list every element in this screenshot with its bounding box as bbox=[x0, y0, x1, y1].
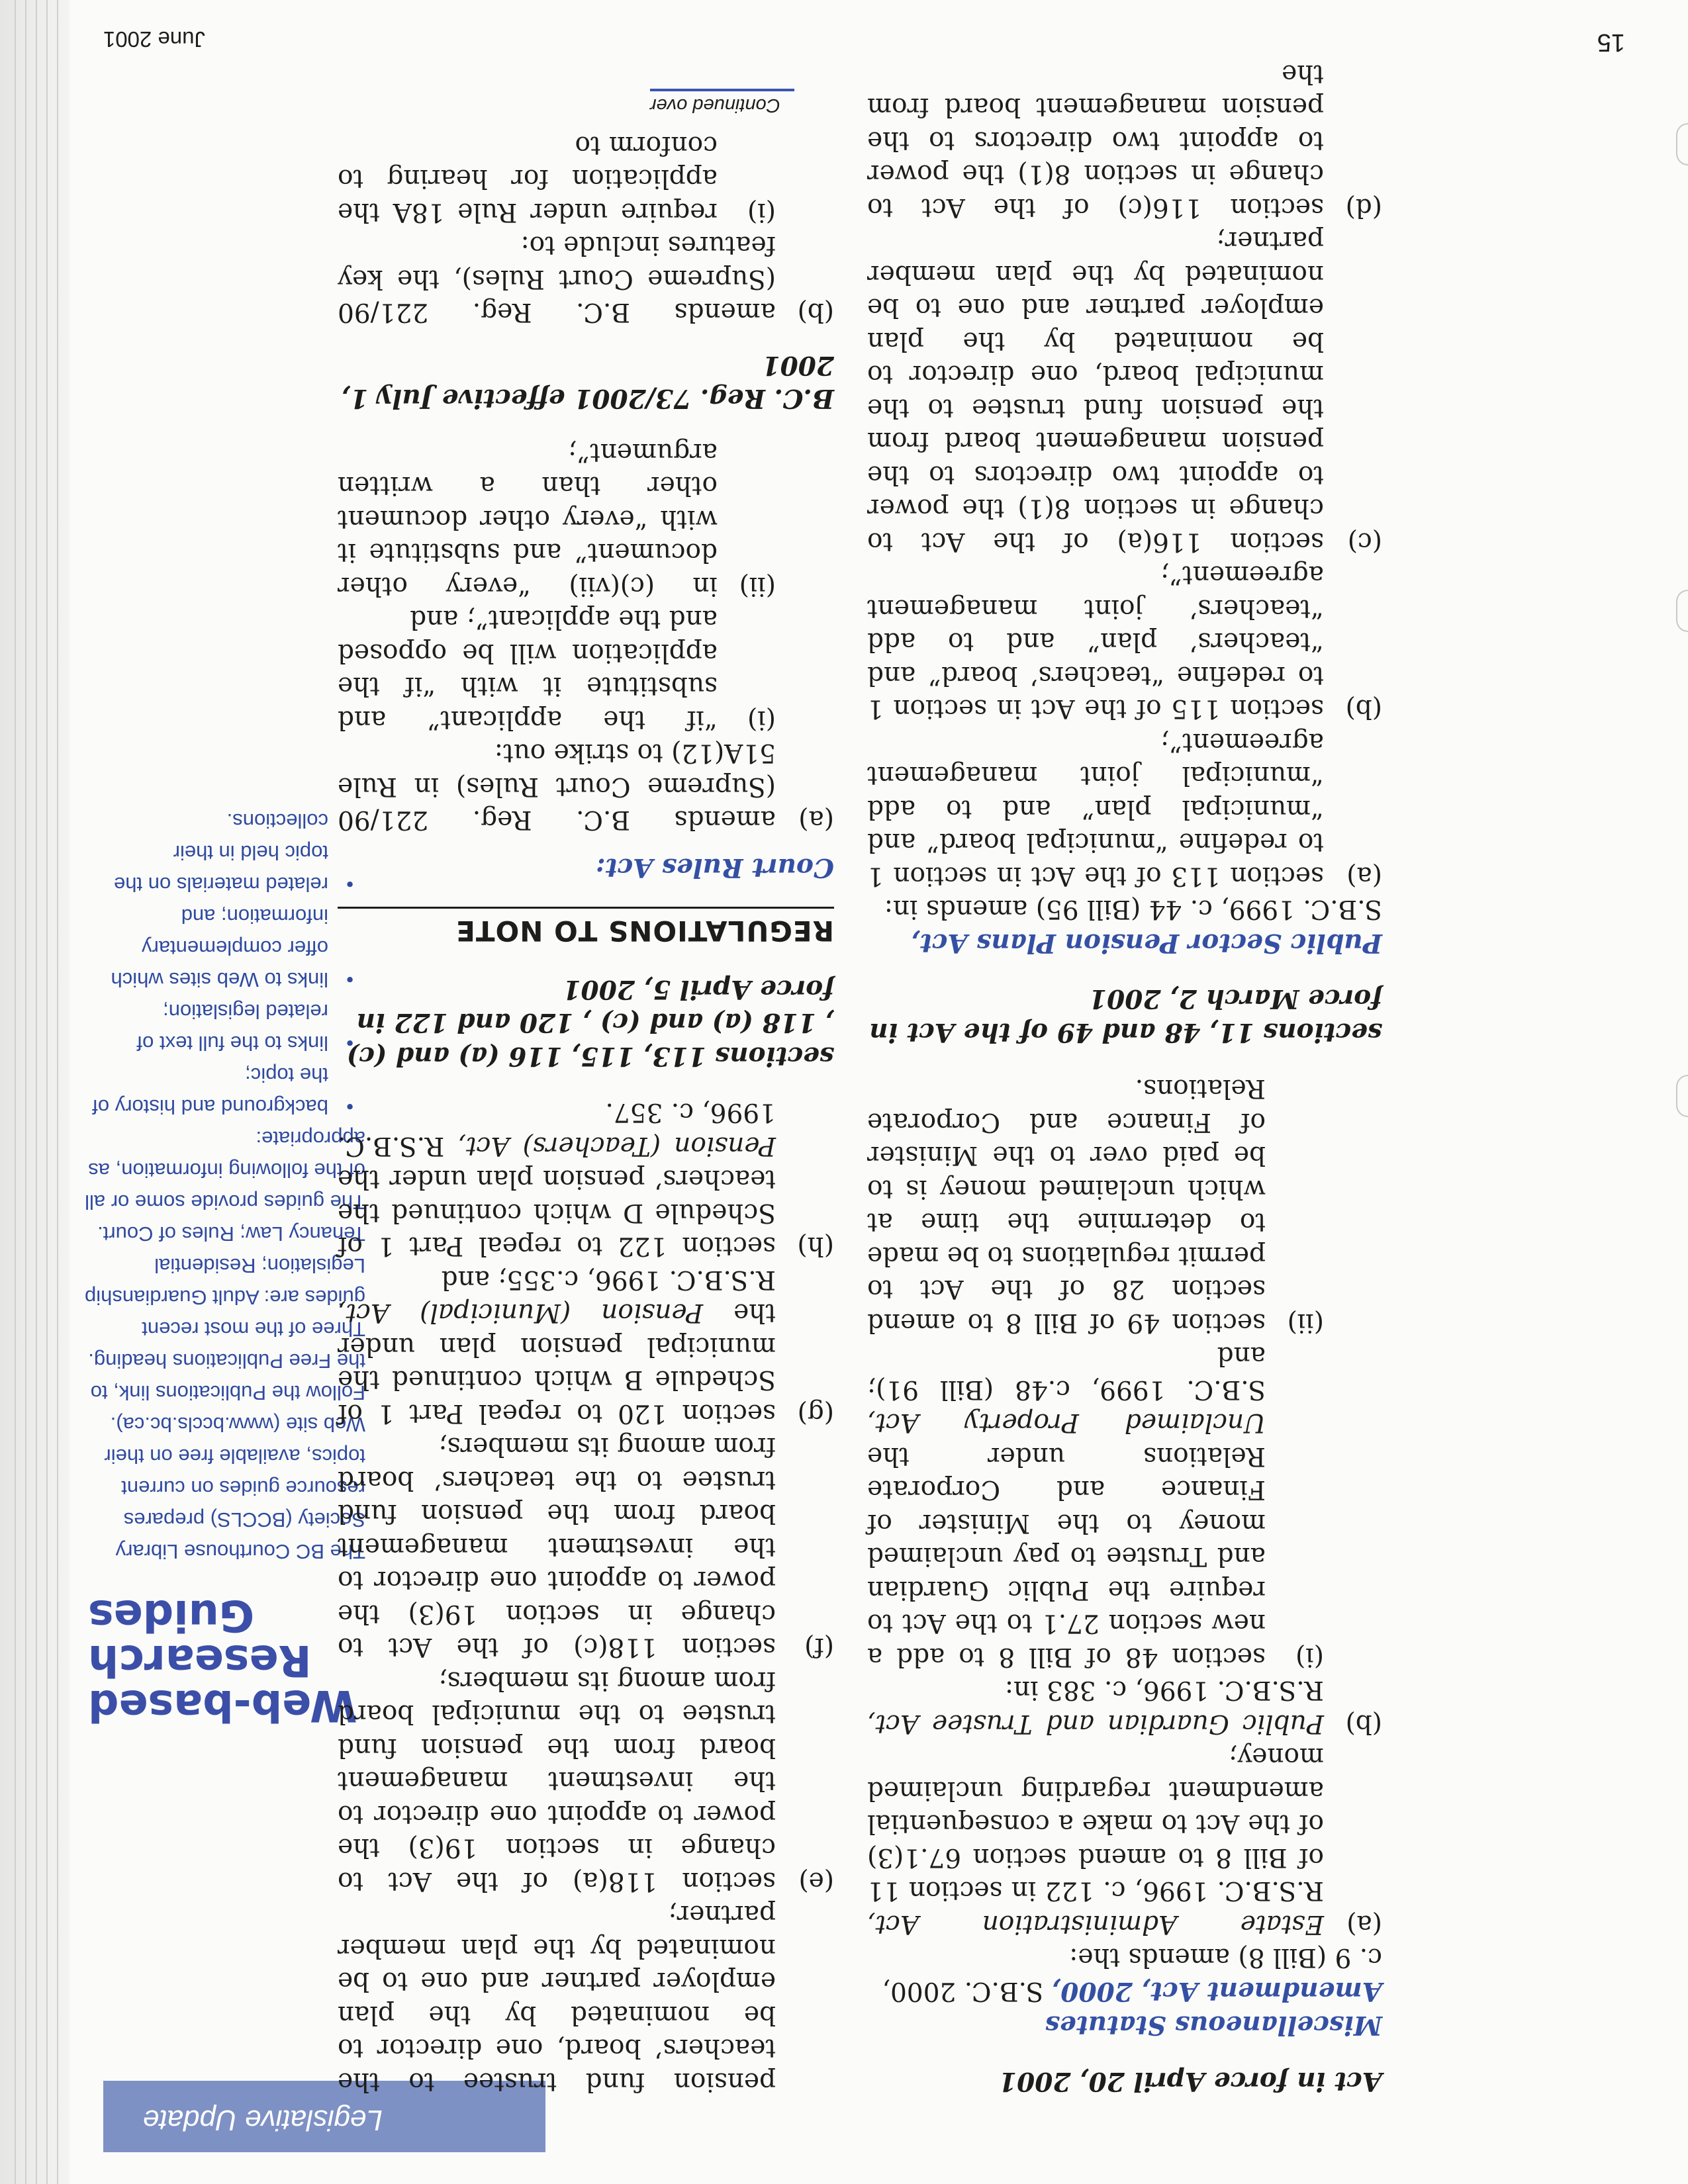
item-text bbox=[338, 1095, 776, 1263]
list-subitem bbox=[867, 1071, 1382, 1339]
section-header-label: Legislative Update bbox=[143, 2104, 383, 2136]
item-text: require under Rule 18A the application for hearing to conform to bbox=[338, 130, 718, 227]
list-item bbox=[867, 224, 1382, 558]
item-text: amends B.C. Reg. 221/90 (Supreme Court Rules), the key features include to: bbox=[338, 230, 776, 328]
act-title: Pension (Municipal) Act, bbox=[338, 1298, 704, 1328]
item-label: (b) bbox=[797, 297, 834, 328]
list-item bbox=[867, 1673, 1382, 1740]
item-text: in (c)(vii) “every other document” and substitute it with “every other document other than a written argument”; bbox=[338, 437, 718, 601]
psppa-intro bbox=[867, 892, 1382, 960]
page-stack-edge bbox=[15, 0, 16, 2184]
item-label: (i) bbox=[747, 705, 776, 735]
item-label: (ii) bbox=[739, 571, 776, 601]
list-item bbox=[338, 1263, 834, 1430]
sidebar bbox=[84, 805, 365, 1730]
page-stack-edge bbox=[25, 0, 26, 2184]
list-item bbox=[338, 1095, 834, 1263]
item-body: R.S.B.C. 1996, c. 122 in section 11 of Bill 8 to amend section 67.1(3) of the Act to make a consequential amendment regarding unclaimed money; bbox=[867, 1742, 1324, 1906]
page-stack-shadow bbox=[0, 0, 70, 2184]
page-number: 15 bbox=[1597, 28, 1625, 56]
page-stack-edge bbox=[57, 0, 58, 2184]
right-column bbox=[338, 128, 834, 2099]
act-in-force-heading: Act in force April 20, 2001 bbox=[998, 2066, 1382, 2097]
sidebar-bullet: • links to the full text of related legislation; bbox=[84, 995, 365, 1059]
item-label: (a) bbox=[798, 805, 834, 835]
item-body: R.S.B.C. 1996, c.355; and bbox=[441, 1265, 776, 1295]
list-subitem bbox=[338, 602, 834, 736]
item-label: (b) bbox=[1345, 694, 1382, 724]
left-column bbox=[867, 57, 1382, 2099]
sidebar-bullet: • background and history of the topic; bbox=[84, 1059, 365, 1122]
item-text: section 115 of the Act in section 1 to redefine “teachers’ board” and “teachers’ plan” and to add “teachers’ joint management agreement”; bbox=[867, 560, 1324, 724]
item-text: section 118(c) of the Act to change in section 19(3) the power to appoint one director to the investment management board from the pension fund trustee to the teachers’ board from among its members; bbox=[338, 1432, 776, 1662]
list-subitem bbox=[338, 435, 834, 603]
list-item bbox=[867, 558, 1382, 725]
sidebar-intro: The BC Courthouse Library Society (BCCLS) prepares resource guides on current topics, available free on their Web site (www.bccls.bc.ca). Follow the Publications link, to the Free Publications heading. Three of the most recent guides are: Adult Guardianship Legislation; Residential Tenancy Law; Rules of Court. The guides provide some or all of the following information, as appropriate: bbox=[85, 1127, 365, 1563]
item-text: section 118(a) of the Act to change in section 19(3) the power to appoint one director to the investment management board from the pension fund trustee to the municipal board from among its members; bbox=[338, 1666, 776, 1896]
item-text: section 116(a) of the Act to change in section 8(1) the power to appoint two directors to the pension management board from the pension fund trustee to the municipal board, one director to be nominated by the plan employer partner and one to be nominated by the plan member partner; bbox=[867, 226, 1324, 557]
item-label: (h) bbox=[797, 1231, 834, 1261]
sections-in-force-heading: sections 11, 48 and 49 of the Act in force March 2, 2001 bbox=[869, 983, 1382, 1048]
item-text bbox=[338, 1263, 776, 1430]
item-text: section 113 of the Act in section 1 to redefine “municipal board” and “municipal plan” and to add “municipal joint management agreement”; bbox=[867, 727, 1324, 891]
sections-in-force-heading: sections 113, 115, 116 (a) and (c) , 118 (a) and (c) , 120 and 122 in force April 5, 2001 bbox=[346, 974, 834, 1071]
item-label: (f) bbox=[804, 1632, 834, 1662]
item-label: (d) bbox=[1345, 193, 1382, 222]
item-label: (a) bbox=[1346, 1909, 1382, 1939]
item-text: amends B.C. Reg. 221/90 (Supreme Court Rules) in Rule 51A(12) to strike out: bbox=[338, 738, 776, 835]
act-title: Public Guardian and Trustee Act, bbox=[867, 1709, 1324, 1739]
item-label: (i) bbox=[1295, 1642, 1324, 1672]
list-item-continued bbox=[338, 1897, 834, 2098]
item-label: (i) bbox=[747, 197, 776, 227]
msaa-intro-text: S.B.C. 2000, c. 9 (Bill 8) amends the: bbox=[882, 1942, 1382, 2006]
item-label: (c) bbox=[1347, 527, 1382, 557]
item-body: section 120 to repeal Part 1 of Schedule B which continued the municipal pension plan under the bbox=[338, 1298, 776, 1428]
list-item bbox=[338, 736, 834, 837]
psppa-title: Public Sector Pension Plans Act, bbox=[911, 928, 1382, 958]
sidebar-bullet: • links to Web sites which offer complementary information; and bbox=[84, 900, 365, 995]
page-stack-edge bbox=[46, 0, 48, 2184]
list-item bbox=[338, 1664, 834, 1898]
list-item bbox=[338, 228, 834, 329]
binder-hole bbox=[1676, 123, 1688, 165]
item-text: pension fund trustee to the teachers’ board, one director to be nominated by the plan employer partner and one to be nominated by the plan member partner; bbox=[338, 1899, 776, 2097]
item-body: R.S.B.C. 1996, c. 357. bbox=[338, 1097, 776, 1161]
msaa-intro bbox=[867, 1940, 1382, 2042]
bc-reg-heading: B.C. Reg. 73/2001 effective July 1, 2001 bbox=[341, 350, 834, 414]
court-rules-heading: Court Rules Act: bbox=[596, 852, 834, 883]
item-label: (a) bbox=[1346, 861, 1382, 891]
item-label-spacer bbox=[776, 1897, 834, 2098]
sidebar-bullet-list bbox=[84, 805, 365, 1122]
list-item bbox=[338, 1430, 834, 1664]
binder-hole bbox=[1676, 590, 1688, 632]
psppa-intro-text: S.B.C. 1999, c. 44 (Bill 95) amends in: bbox=[884, 894, 1382, 925]
list-item bbox=[867, 57, 1382, 224]
item-body: section 122 to repeal Part 1 of Schedule D which continued the teachers’ pension plan under the bbox=[338, 1164, 776, 1261]
item-label: (e) bbox=[798, 1866, 834, 1896]
item-text: section 49 of Bill 8 to amend section 28 of the Act to permit regulations to be made to determine the time at which unclaimed money is to be paid over to the Minister of Finance and Corporate Relations. bbox=[867, 1073, 1266, 1338]
item-text: “if the applicant” and substitute it with “if the application will be opposed and the applicant”; and bbox=[338, 604, 718, 735]
item-label: (g) bbox=[797, 1398, 834, 1428]
act-title: Pension (Teachers) Act, bbox=[457, 1131, 776, 1161]
act-title: Unclaimed Property Act, bbox=[867, 1408, 1266, 1438]
list-subitem bbox=[867, 1339, 1382, 1673]
item-label: (ii) bbox=[1287, 1308, 1324, 1338]
list-item bbox=[867, 1740, 1382, 1940]
item-body: section 48 of Bill 8 to add a new section 27.1 to the Act to require the Public Guardian and Trustee to pay unclaimed money to the Minister of Finance and Corporate Relations under the bbox=[867, 1441, 1266, 1672]
footer-date: June 2001 bbox=[103, 27, 205, 52]
msaa-title: Miscellaneous Statutes Amendment Act, 2000, bbox=[1045, 1976, 1382, 2041]
item-text: section 116(c) of the Act to change in section 8(1) the power to appoint two directors to the pension management board from the bbox=[867, 59, 1324, 222]
item-text bbox=[867, 1339, 1266, 1673]
item-label: (b) bbox=[1345, 1709, 1382, 1739]
list-subitem bbox=[338, 128, 834, 229]
act-title: Estate Administration Act, bbox=[867, 1909, 1324, 1939]
item-body: S.B.C. 1999, c.48 (Bill 91); and bbox=[867, 1341, 1266, 1404]
regulations-heading: REGULATIONS TO NOTE bbox=[338, 907, 834, 948]
binder-hole bbox=[1676, 1075, 1688, 1117]
page-stack-edge bbox=[36, 0, 37, 2184]
list-item bbox=[867, 725, 1382, 893]
item-text bbox=[867, 1740, 1324, 1940]
item-text bbox=[867, 1673, 1324, 1740]
sidebar-bullet: • related materials on the topic held in their collections. bbox=[84, 805, 365, 900]
sidebar-title: Web-based Research Guides bbox=[88, 1590, 357, 1730]
item-body: R.S.B.C. 1996, c. 383 in: bbox=[1004, 1675, 1324, 1706]
continued-over-note: Continued over bbox=[650, 89, 794, 116]
